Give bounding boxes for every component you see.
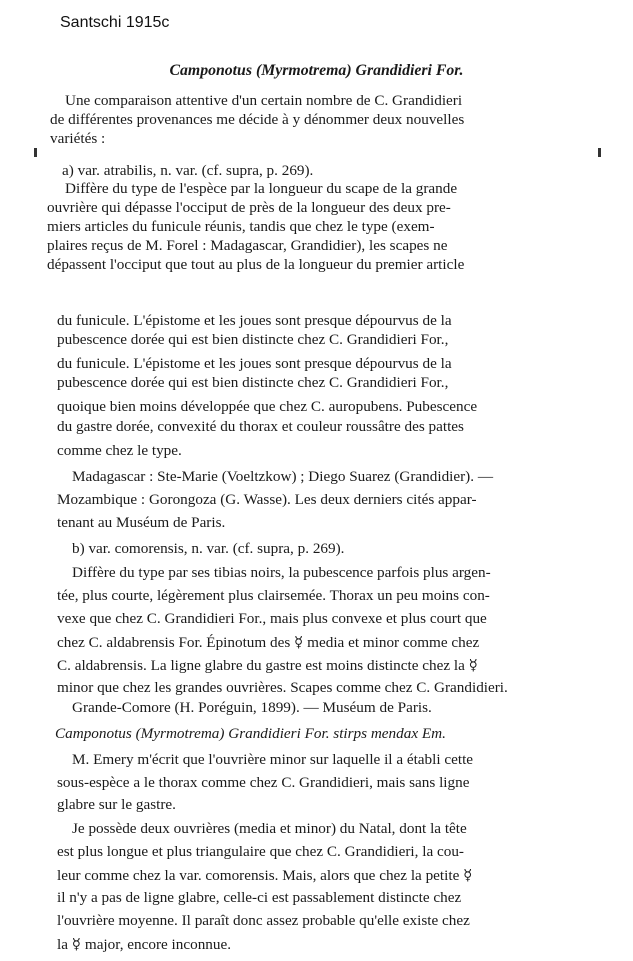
text-line: comme chez le type.: [57, 442, 182, 459]
margin-mark-right: [598, 148, 601, 157]
text-line: a) var. atrabilis, n. var. (cf. supra, p. 269).: [62, 162, 314, 179]
margin-mark-left: [34, 148, 37, 157]
text-line: Madagascar : Ste-Marie (Voeltzkow) ; Diego Suarez (Grandidier). —: [72, 468, 494, 485]
text-line: est plus longue et plus triangulaire que chez C. Grandidieri, la cou-: [57, 843, 464, 860]
text-line: de différentes provenances me décide à y dénommer deux nouvelles: [50, 111, 465, 128]
page-header: Santschi 1915c: [60, 14, 170, 31]
text-line: ouvrière qui dépasse l'occiput de près de la longueur des deux pre-: [47, 199, 451, 216]
text-line: quoique bien moins développée que chez C. auropubens. Pubescence: [57, 398, 478, 415]
text-line: miers articles du funicule réunis, tandis que chez le type (exem-: [47, 218, 435, 235]
subsection-title: Camponotus (Myrmotrema) Grandidieri For. stirps mendax Em.: [55, 725, 446, 742]
text-line: vexe que chez C. Grandidieri For., mais plus convexe et plus court que: [57, 610, 487, 627]
text-line: Mozambique : Gorongoza (G. Wasse). Les deux derniers cités appar-: [57, 491, 477, 508]
text-line: tée, plus courte, légèrement plus clairsemée. Thorax un peu moins con-: [57, 587, 490, 604]
text-line: du funicule. L'épistome et les joues sont presque dépourvus de la: [57, 355, 452, 372]
section-title: Camponotus (Myrmotrema) Grandidieri For.: [169, 62, 464, 79]
text-line: du gastre dorée, convexité du thorax et couleur roussâtre des pattes: [57, 418, 464, 435]
text-line: la ☿ major, encore inconnue.: [57, 936, 232, 953]
text-line: l'ouvrière moyenne. Il paraît donc assez probable qu'elle existe chez: [57, 912, 470, 929]
text-line: variétés :: [50, 130, 106, 147]
text-line: il n'y a pas de ligne glabre, celle-ci est passablement distincte chez: [57, 889, 462, 906]
text-line: M. Emery m'écrit que l'ouvrière minor sur laquelle il a établi cette: [72, 751, 474, 768]
text-line: Grande-Comore (H. Poréguin, 1899). — Muséum de Paris.: [72, 699, 432, 716]
text-line: du funicule. L'épistome et les joues sont presque dépourvus de la: [57, 312, 452, 329]
text-line: Une comparaison attentive d'un certain nombre de C. Grandidieri: [65, 92, 463, 109]
text-line: chez C. aldabrensis For. Épinotum des ☿ media et minor comme chez: [57, 634, 480, 651]
text-line: pubescence dorée qui est bien distincte chez C. Grandidieri For.,: [57, 374, 449, 391]
text-line: sous-espèce a le thorax comme chez C. Grandidieri, mais sans ligne: [57, 774, 470, 791]
text-line: leur comme chez la var. comorensis. Mais, alors que chez la petite ☿: [57, 867, 473, 884]
text-line: minor que chez les grandes ouvrières. Scapes comme chez C. Grandidieri.: [57, 679, 508, 696]
text-line: dépassent l'occiput que tout au plus de la longueur du premier article: [47, 256, 465, 273]
text-line: C. aldabrensis. La ligne glabre du gastre est moins distincte chez la ☿: [57, 657, 478, 674]
text-line: tenant au Muséum de Paris.: [57, 514, 226, 531]
text-line: Diffère du type par ses tibias noirs, la pubescence parfois plus argen-: [72, 564, 491, 581]
text-line: Je possède deux ouvrières (media et minor) du Natal, dont la tête: [72, 820, 467, 837]
text-line: b) var. comorensis, n. var. (cf. supra, p. 269).: [72, 540, 345, 557]
text-line: glabre sur le gastre.: [57, 796, 176, 813]
text-line: plaires reçus de M. Forel : Madagascar, Grandidier), les scapes ne: [47, 237, 448, 254]
text-line: pubescence dorée qui est bien distincte chez C. Grandidieri For.,: [57, 331, 449, 348]
text-line: Diffère du type de l'espèce par la longueur du scape de la grande: [65, 180, 458, 197]
